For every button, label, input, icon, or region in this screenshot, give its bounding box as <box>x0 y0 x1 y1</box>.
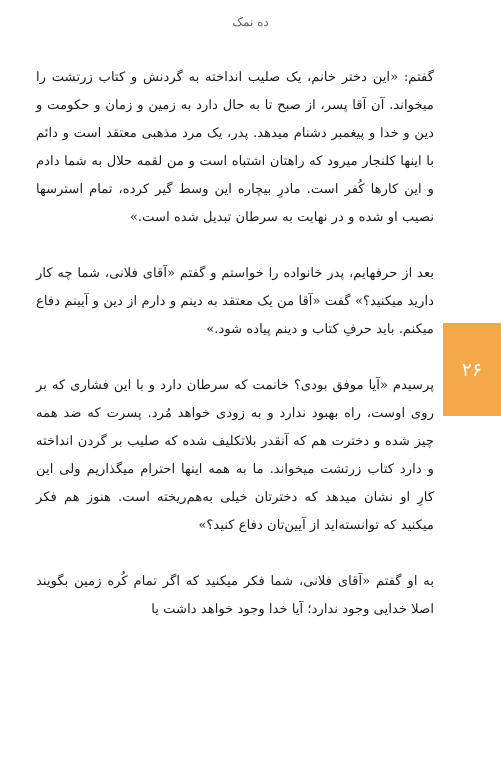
paragraph: پرسیدم «آیا موفق بودی؟ خانمت که سرطان دارد و با این فشاری که بر روی اوست، راه بهبود ندارد و به زودی خواهد مُرد. پسرت که ضد همه چیز شده و دخترت هم که آنقدر بلاتکلیف شده که صلیب بر گردن انداخته و دارد کتاب زرتشت میخواند. ما به همه اینها احترام میگذاریم ولی این کارِ او نشان میدهد که دخترتان خیلی به‌هم‌ریخته است. هنوز هم فکر میکنید که توانسته‌اید از آیین‌تان دفاع کنید؟» <box>36 378 434 533</box>
page-body <box>36 64 434 624</box>
paragraph: به او گفتم «آقای فلانی، شما فکر میکنید که اگر تمام کُره زمین بگویند اصلا خدایی وجود ندارد؛ آیا خدا وجود خواهد داشت یا <box>36 574 434 617</box>
running-head: ده نمک <box>232 15 269 29</box>
page-number: ۲۶ <box>461 358 483 381</box>
page-number-tab <box>443 323 501 416</box>
paragraph: بعد از حرفهایم، پدر خانواده را خواستم و گفتم «آقای فلانی، شما چه کار دارید میکنید؟» گفت «آقا من یک معتقد به دینم و دارم از دین و آیینم دفاع میکنم. باید حرفِ کتاب و دینم پیاده شود.» <box>36 266 434 337</box>
paragraph: گفتم: «این دختر خانم، یک صلیب انداخته به گردنش و کتاب زرتشت را میخواند. آن آقا پسر، از صبح تا به حال دارد به زمین و زمان و حکومت و دین و خدا و پیغمبر دشنام میدهد. پدر، یک مرد مذهبی معتقد است و دائم با اینها کلنجار میرود که راهتان اشتباه است و من لقمه حلال به شما دادم و این کارها کُفر است. مادرِ بیچاره این وسط گیر کرده، تمام استرسها نصیب او شده و در نهایت به سرطان تبدیل شده است.» <box>36 70 434 225</box>
